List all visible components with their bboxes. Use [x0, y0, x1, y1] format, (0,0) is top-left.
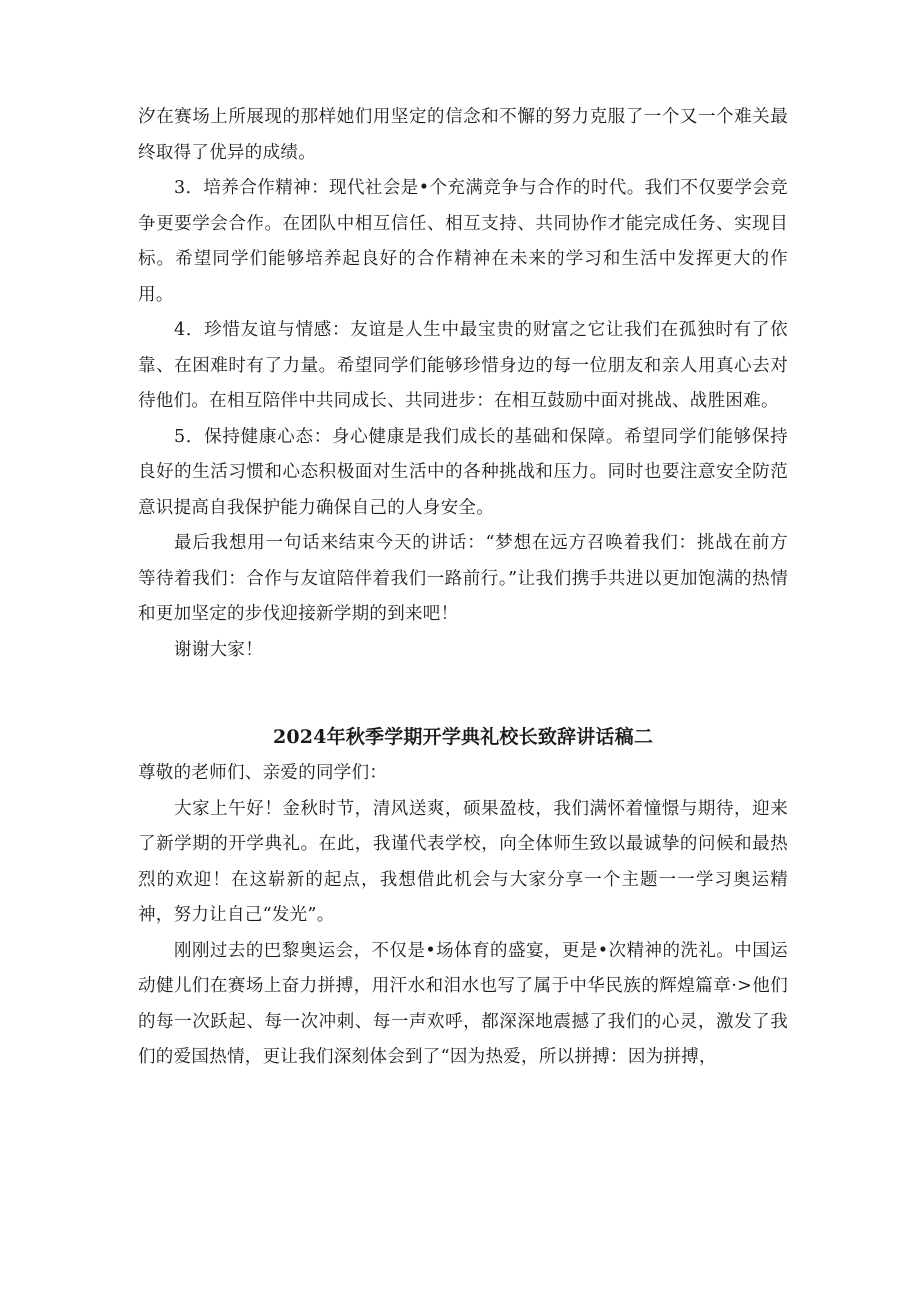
paragraph-closing: 最后我想用一句话来结束今天的讲话：“梦想在远方召唤着我们：挑战在前方等待着我们：合作与友谊陪伴着我们一路前行。”让我们携手共进以更加饱满的热情和更加坚定的步伐迎接新学期的到来吧！	[138, 533, 788, 624]
speech-two	[138, 722, 788, 1076]
speech-one-ending	[138, 100, 788, 668]
paragraph-point-5: 5．保持健康心态：身心健康是我们成长的基础和保障。希望同学们能够保持良好的生活习惯和心态积极面对生活中的各种挑战和压力。同时也要注意安全防范意识提高自我保护能力确保自己的人身安全。	[138, 426, 788, 518]
paragraph-point-4: 4．珍惜友谊与情感：友谊是人生中最宝贵的财富之它让我们在孤独时有了依靠、在困难时有了力量。希望同学们能够珍惜身边的每一位朋友和亲人用真心去对待他们。在相互陪伴中共同成长、共同进步：在相互鼓励中面对挑战、战胜困难。	[138, 320, 788, 411]
paragraph-continuation: 汐在赛场上所展现的那样她们用坚定的信念和不懈的努力克服了一个又一个难关最终取得了优异的成绩。	[138, 107, 788, 163]
speech-title: 2024年秋季学期开学典礼校长致辞讲话稿二	[272, 726, 654, 748]
paragraph-olympics: 刚刚过去的巴黎奥运会，不仅是•场体育的盛宴，更是•次精神的洗礼。中国运动健儿们在赛场上奋力拼搏，用汗水和泪水也写了属于中华民族的辉煌篇章·>他们的每一次跃起、每一次冲刺、每一声欢呼，都深深地震撼了我们的心灵，激发了我们的爱国热情，更让我们深刻体会到了“因为热爱，所以拼搏：因为拼搏，	[138, 940, 788, 1067]
paragraph-greeting: 大家上午好！金秋时节，清风送爽，硕果盈枝，我们满怀着憧憬与期待，迎来了新学期的开学典礼。在此，我谨代表学校，向全体师生致以最诚挚的问候和最热烈的欢迎！在这崭新的起点，我想借此机会与大家分享一个主题一一学习奥运精神，努力让自己“发光”。	[138, 798, 788, 925]
document-page	[138, 100, 788, 1076]
paragraph-point-3: 3．培养合作精神：现代社会是•个充满竞争与合作的时代。我们不仅要学会竞争更要学会合作。在团队中相互信任、相互支持、共同协作才能完成任务、实现目标。希望同学们能够培养起良好的合作精神在未来的学习和生活中发挥更大的作用。	[138, 178, 788, 305]
salutation: 尊敬的老师们、亲爱的同学们：	[138, 763, 388, 783]
paragraph-thanks: 谢谢大家！	[174, 639, 263, 660]
